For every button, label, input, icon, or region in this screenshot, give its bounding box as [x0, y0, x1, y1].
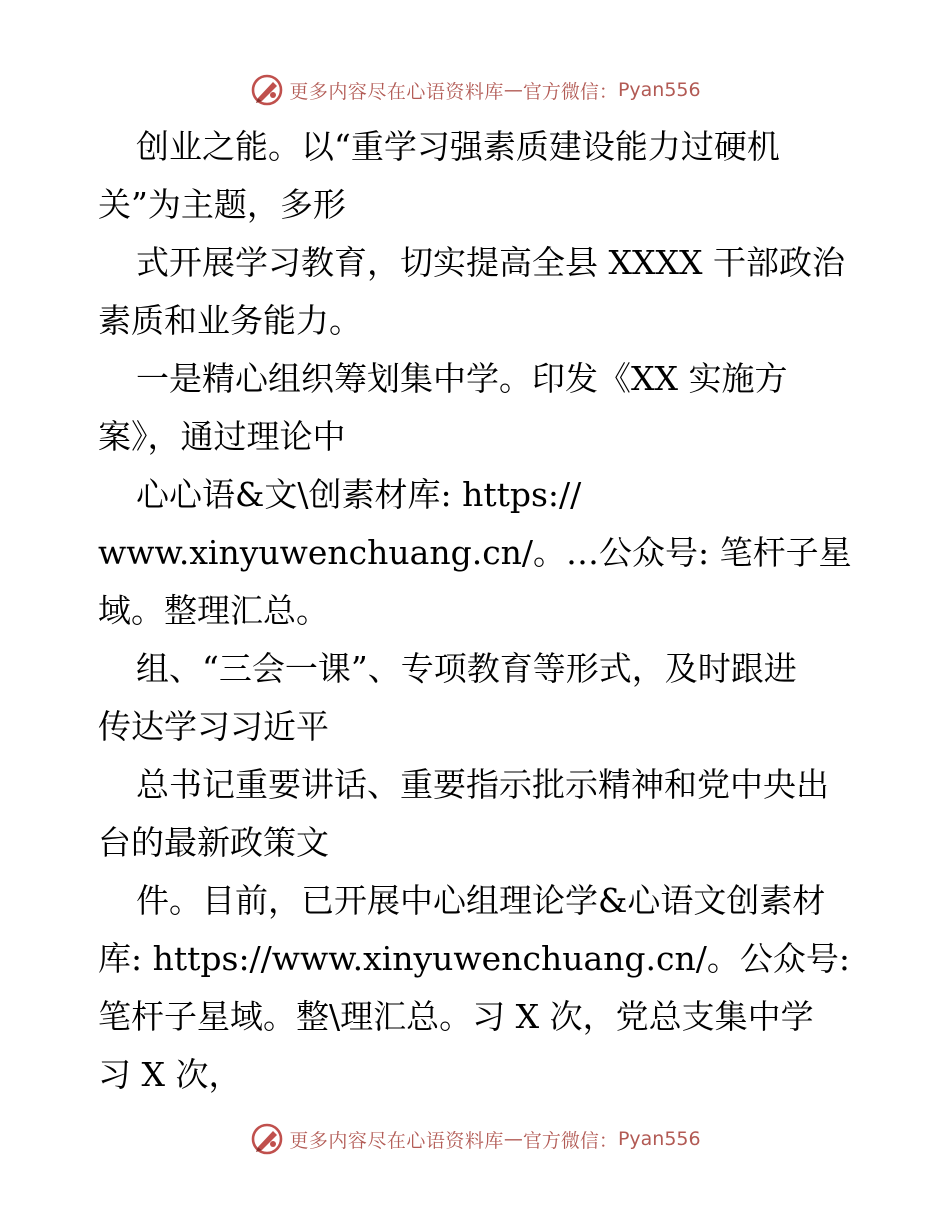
banner-dash: —	[503, 79, 523, 101]
document-line: 创业之能。以“重学习强素质建设能力过硬机	[136, 127, 780, 166]
document-line: 台的最新政策文	[98, 823, 329, 862]
banner-wechat-label: 官方微信：	[522, 1129, 618, 1152]
document-line: 组、“三会一课”、专项教育等形式，及时跟进	[136, 649, 797, 688]
document-line: 域。整理汇总。	[98, 591, 329, 630]
document-line: 关”为主题，多形	[98, 185, 346, 224]
document-body	[98, 118, 868, 1104]
banner-text: 更多内容尽在心语资料库	[289, 1129, 504, 1152]
document-line: 笔杆子星域。整\理汇总。习 X 次，党总支集中学	[98, 997, 814, 1036]
footer-banner	[0, 1119, 950, 1159]
document-line: 一是精心组织筹划集中学。印发《XX 实施方	[136, 359, 788, 398]
banner-wechat-id: Pyan556	[617, 1128, 701, 1150]
document-line: 习 X 次，	[98, 1055, 242, 1094]
document-line: 件。目前，已开展中心组理论学&心语文创素材	[136, 881, 826, 920]
banner-dash: —	[503, 1128, 523, 1150]
document-line: 传达学习习近平	[98, 707, 329, 746]
banner-wechat-label: 官方微信：	[522, 80, 618, 103]
document-line: www.xinyuwenchuang.cn/。…公众号: 笔杆子星	[98, 533, 852, 572]
document-line: 案》，通过理论中	[98, 417, 346, 456]
document-line: 素质和业务能力。	[98, 301, 362, 340]
banner-wechat-id: Pyan556	[617, 79, 701, 101]
pen-logo-icon	[249, 72, 285, 108]
document-line: 库: https://www.xinyuwenchuang.cn/。公众号:	[98, 939, 850, 978]
pen-logo-icon	[249, 1121, 285, 1157]
document-line: 式开展学习教育，切实提高全县 XXXX 干部政治	[136, 243, 845, 282]
document-line: 心心语&文\创素材库: https://	[136, 475, 582, 514]
header-banner	[0, 70, 950, 110]
document-line: 总书记重要讲话、重要指示批示精神和党中央出	[136, 765, 829, 804]
banner-text: 更多内容尽在心语资料库	[289, 80, 504, 103]
